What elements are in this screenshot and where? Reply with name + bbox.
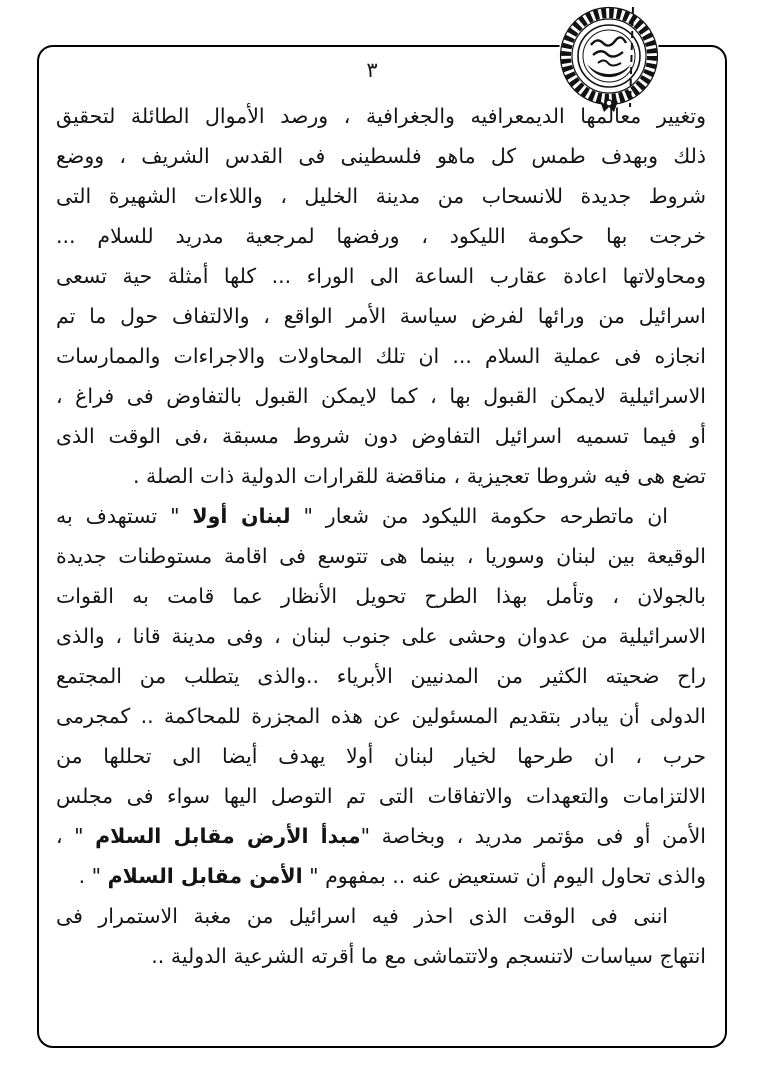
text-run: ان ماتطرحه حكومة الليكود من شعار ": [290, 504, 668, 528]
text-line: [56, 776, 706, 816]
text-run: تضع هى فيه شروطا تعجيزية ، مناقضة للقرارات الدولية ذات الصلة .: [133, 464, 706, 488]
text-line: [56, 936, 706, 976]
bold-phrase: مبدأ الأرض مقابل السلام: [95, 824, 361, 848]
text-run: اسرائيل من ورائها لفرض سياسة الأمر الواقع ، والالتفاف حول ما تم: [56, 304, 706, 328]
text-line: [56, 96, 706, 136]
text-line: [56, 576, 706, 616]
bold-phrase: الأمن مقابل السلام: [107, 864, 303, 888]
text-line: [56, 296, 706, 336]
text-line: [56, 376, 706, 416]
text-run: الاسرائيلية من عدوان وحشى على جنوب لبنان ، وفى مدينة قانا ، والذى: [56, 624, 706, 648]
text-run: شروط جديدة للانسحاب من مدينة الخليل ، واللاءات الشهيرة التى: [56, 184, 706, 208]
text-run: بالجولان ، وتأمل بهذا الطرح تحويل الأنظار عما قامت به القوات: [56, 584, 706, 608]
text-run: الوقيعة بين لبنان وسوريا ، بينما هى تتوسع فى اقامة مستوطنات جديدة: [56, 544, 706, 568]
text-line: [56, 256, 706, 296]
text-line: [56, 616, 706, 656]
text-run: الأمن أو فى مؤتمر مدريد ، وبخاصة ": [360, 824, 706, 848]
text-line: [56, 416, 706, 456]
text-run: راح ضحيته الكثير من المدنيين الأبرياء ..والذى يتطلب من المجتمع: [56, 664, 706, 688]
text-run: " .: [78, 864, 108, 888]
text-run: ذلك وبهدف طمس كل ماهو فلسطينى فى القدس الشريف ، ووضع: [56, 144, 706, 168]
text-run: والذى تحاول اليوم أن تستعيض عنه .. بمفهوم ": [302, 864, 706, 888]
text-run: حرب ، ان طرحها لخيار لبنان أولا يهدف أيضا الى تحللها من: [56, 744, 706, 768]
text-block: [56, 96, 706, 976]
text-line: [56, 856, 706, 896]
text-run: الالتزامات والتعهدات والاتفاقات التى تم التوصل اليها سواء فى مجلس: [56, 784, 706, 808]
page-number: ٣: [366, 58, 378, 82]
text-run: وتغيير معالمها الديمعرافيه والجغرافية ، ورصد الأموال الطائلة لتحقيق: [56, 104, 706, 128]
text-line: [56, 216, 706, 256]
text-run: " ،: [56, 824, 96, 848]
text-run: انتهاج سياسات لاتنسجم ولاتتماشى مع ما أقرته الشرعية الدولية ..: [151, 944, 706, 968]
text-line: [56, 496, 706, 536]
text-line: [56, 456, 706, 496]
text-line: [56, 816, 706, 856]
text-run: أو فيما تسميه اسرائيل التفاوض دون شروط مسبقة ،فى الوقت الذى: [56, 424, 706, 448]
text-run: الدولى أن يبادر بتقديم المسئولين عن هذه المجزرة للمحاكمة .. كمجرمى: [56, 704, 706, 728]
text-line: [56, 336, 706, 376]
text-line: [56, 736, 706, 776]
text-run: اننى فى الوقت الذى احذر فيه اسرائيل من مغبة الاستمرار فى: [56, 904, 668, 928]
text-line: [56, 696, 706, 736]
text-line: [56, 656, 706, 696]
text-line: [56, 136, 706, 176]
bold-phrase: لبنان أولا: [192, 504, 291, 528]
text-run: انجازه فى عملية السلام ... ان تلك المحاولات والاجراءات والممارسات: [56, 344, 706, 368]
text-line: [56, 176, 706, 216]
text-run: الاسرائيلية لايمكن القبول بها ، كما لايمكن القبول بالتفاوض فى فراغ ،: [56, 384, 706, 408]
text-line: [56, 536, 706, 576]
text-run: " تستهدف به: [56, 504, 193, 528]
text-run: خرجت بها حكومة الليكود ، ورفضها لمرجعية مدريد للسلام ...: [56, 224, 706, 248]
text-line: [56, 896, 706, 936]
text-run: ومحاولاتها اعادة عقارب الساعة الى الوراء ... كلها أمثلة حية تسعى: [56, 264, 706, 288]
